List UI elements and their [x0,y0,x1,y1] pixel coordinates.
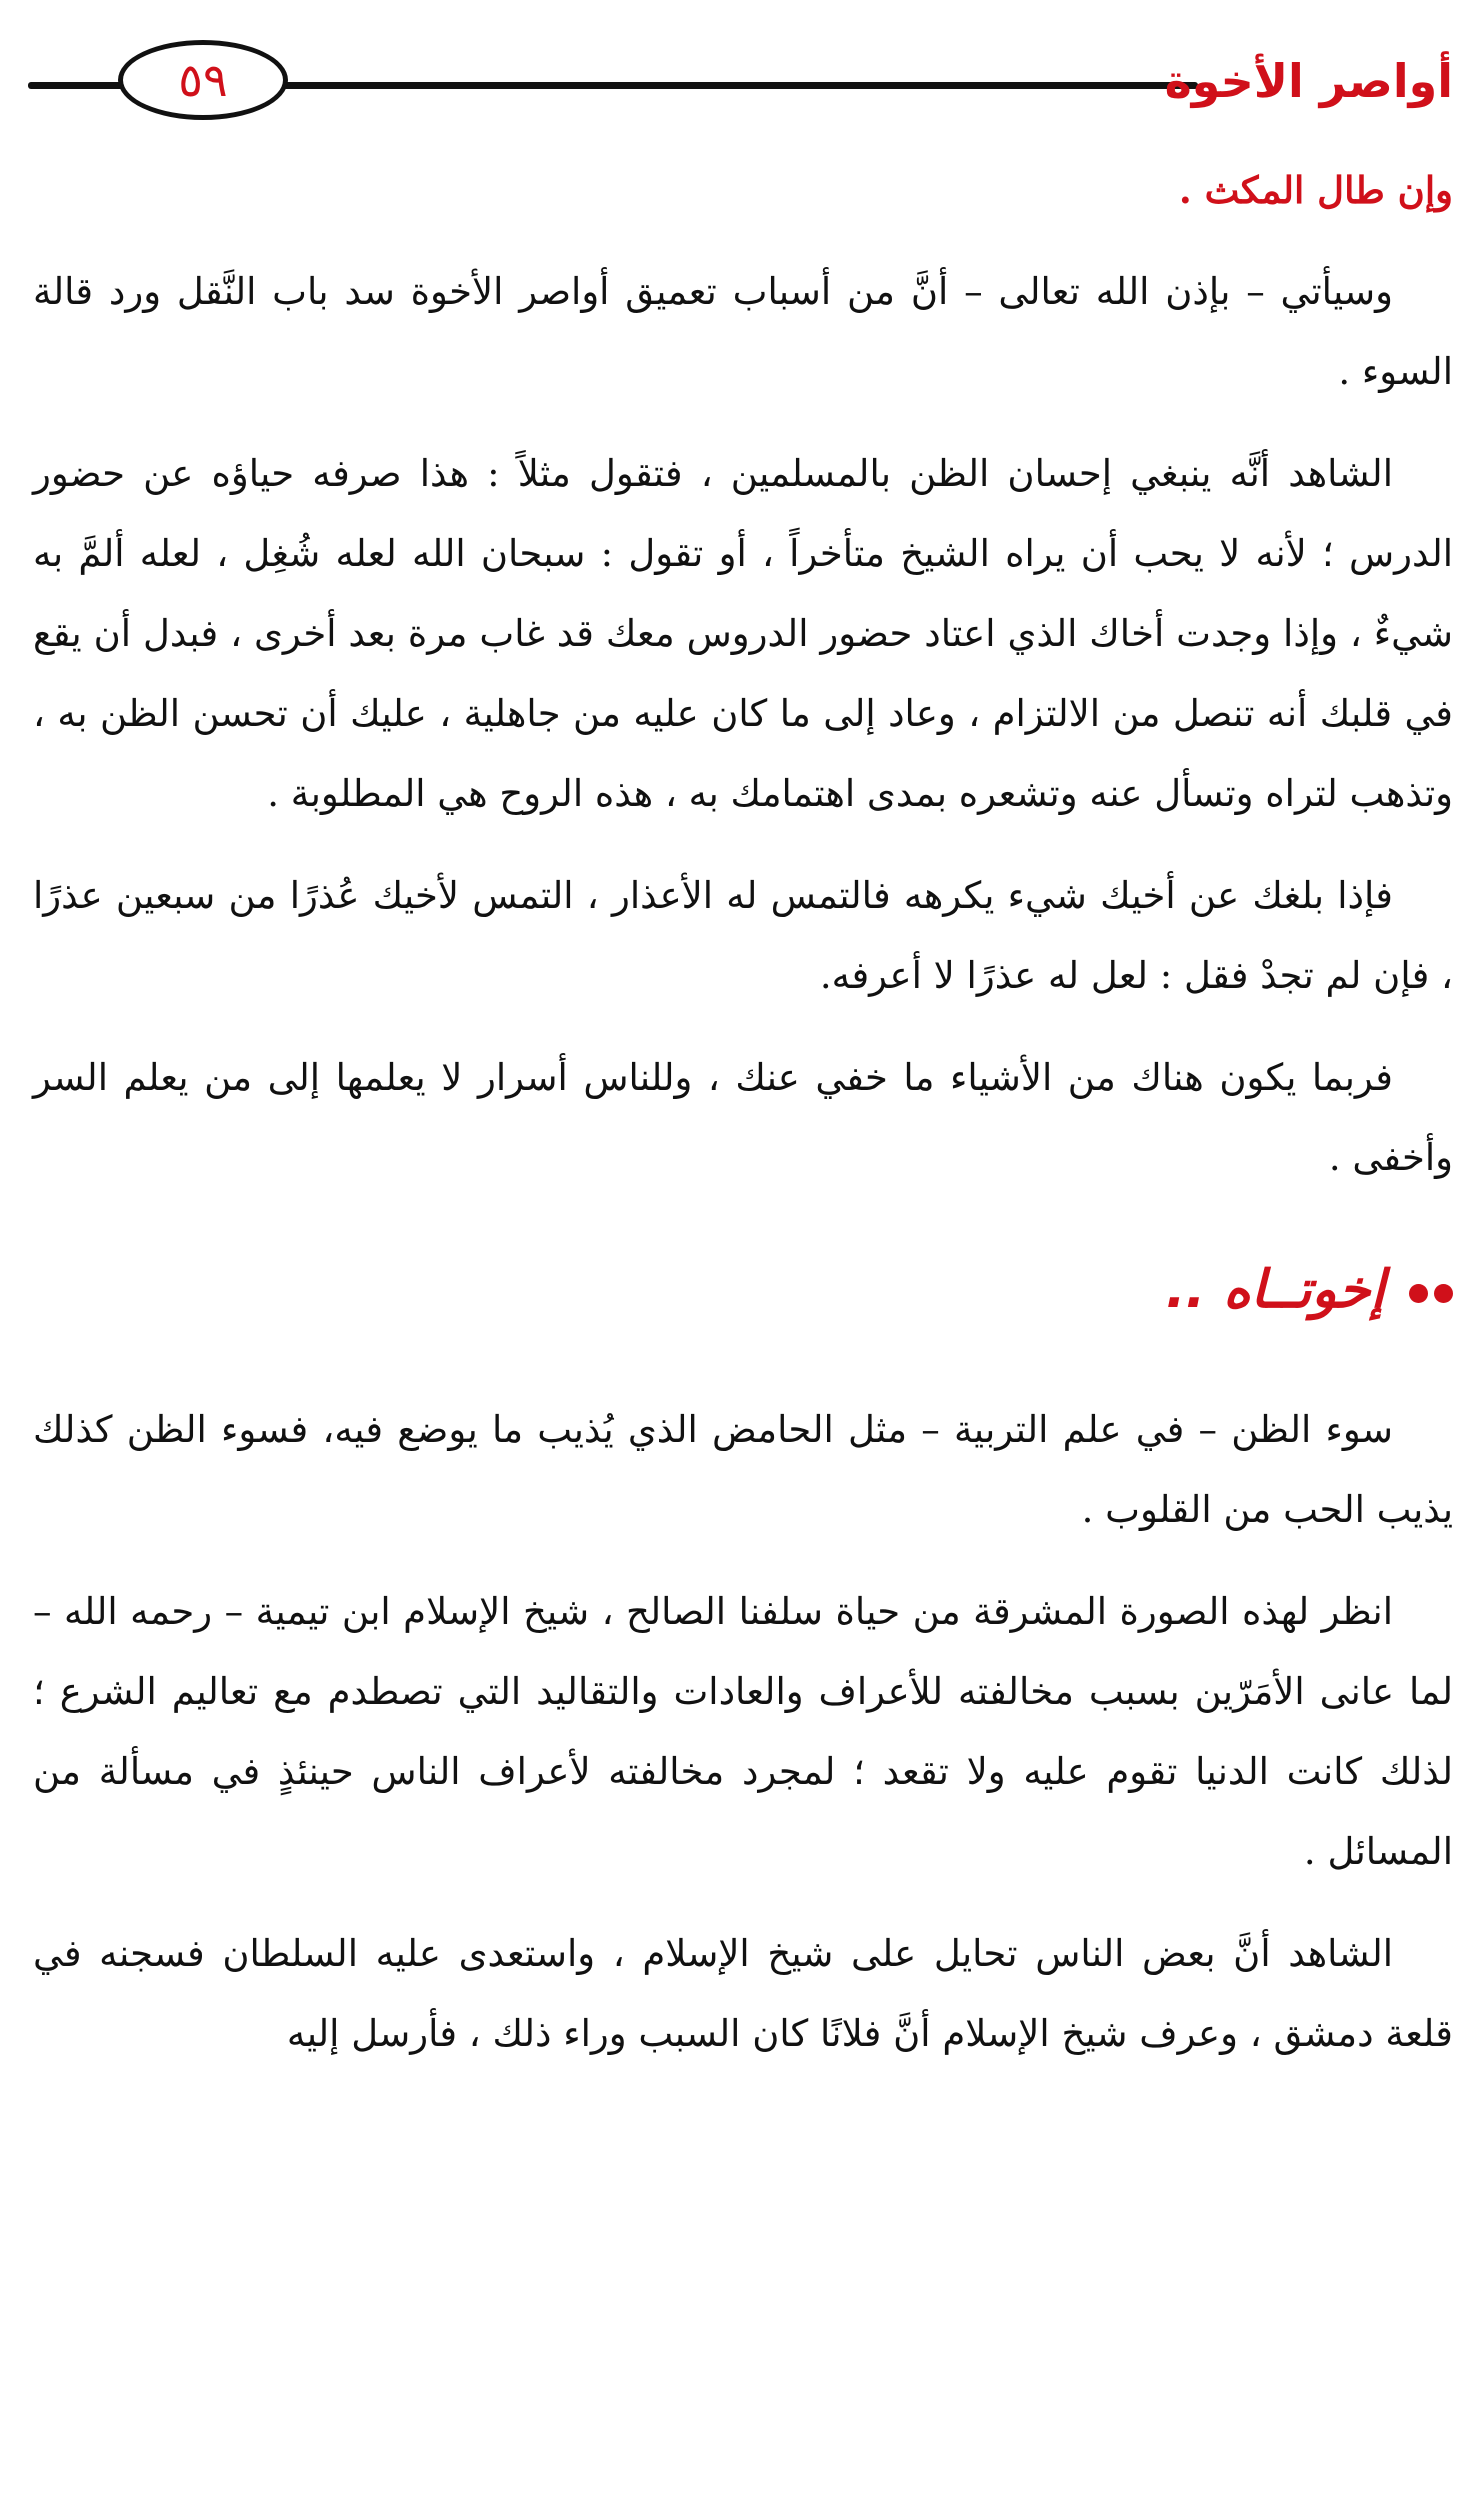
paragraph-continuation: وإن طال المكث . [1178,168,1453,212]
running-title: أواصر الأخوة [1164,54,1453,108]
paragraph: الشاهد أنَّ بعض الناس تحايل على شيخ الإسلام ، واستعدى عليه السلطان فسجنه في قلعة دمشق ، وعرف شيخ الإسلام أنَّ فلانًا كان السبب وراء ذلك ، فأرسل إليه [33,1932,1453,2055]
paragraph: سوء الظن – في علم التربية – مثل الحامض الذي يُذيب ما يوضع فيه، فسوء الظن كذلك يذيب الحب من القلوب . [33,1408,1453,1531]
paragraph: انظر لهذه الصورة المشرقة من حياة سلفنا الصالح ، شيخ الإسلام ابن تيمية – رحمه الله – لما عانى الأمَرّين بسبب مخالفته للأعراف والعادات والتقاليد التي تصطدم مع تعاليم الشرع ؛ لذلك كانت الدنيا تقوم عليه ولا تقعد ؛ لمجرد مخالفته لأعراف الناس حينئذٍ في مسألة من المسائل . [33,1590,1453,1873]
section-heading-text: إخوتــاه .. [1165,1260,1385,1320]
page-header [28,40,1453,120]
paragraph: فإذا بلغك عن أخيك شيء يكرهه فالتمس له الأعذار ، التمس لأخيك عُذرًا من سبعين عذرًا ، فإن لم تجدْ فقل : لعل له عذرًا لا أعرفه. [33,874,1453,997]
paragraph: الشاهد أنَّه ينبغي إحسان الظن بالمسلمين ، فتقول مثلاً : هذا صرفه حياؤه عن حضور الدرس ؛ لأنه لا يحب أن يراه الشيخ متأخراً ، أو تقول : سبحان الله لعله شُغِل ، لعله ألمَّ به شيءٌ ، وإذا وجدت أخاك الذي اعتاد حضور الدروس معك قد غاب مرة بعد أخرى ، فبدل أن يقع في قلبك أنه تنصل من الالتزام ، وعاد إلى ما كان عليه من جاهلية ، عليك أن تحسن الظن به ، وتذهب لتراه وتسأل عنه وتشعره بمدى اهتمامك به ، هذه الروح هي المطلوبة . [33,452,1453,815]
section-heading [33,1250,1453,1330]
bullet-dot-icon [1409,1284,1428,1303]
bullet-dot-icon [1434,1284,1453,1303]
page-content [33,150,1453,2096]
page-number-badge: ٥٩ [118,40,288,120]
paragraph: فربما يكون هناك من الأشياء ما خفي عنك ، وللناس أسرار لا يعلمها إلى من يعلم السر وأخفى . [33,1056,1453,1179]
paragraph: وسيأتي – بإذن الله تعالى – أنَّ من أسباب تعميق أواصر الأخوة سد باب النَّقل ورد قالة السوء . [33,270,1453,393]
